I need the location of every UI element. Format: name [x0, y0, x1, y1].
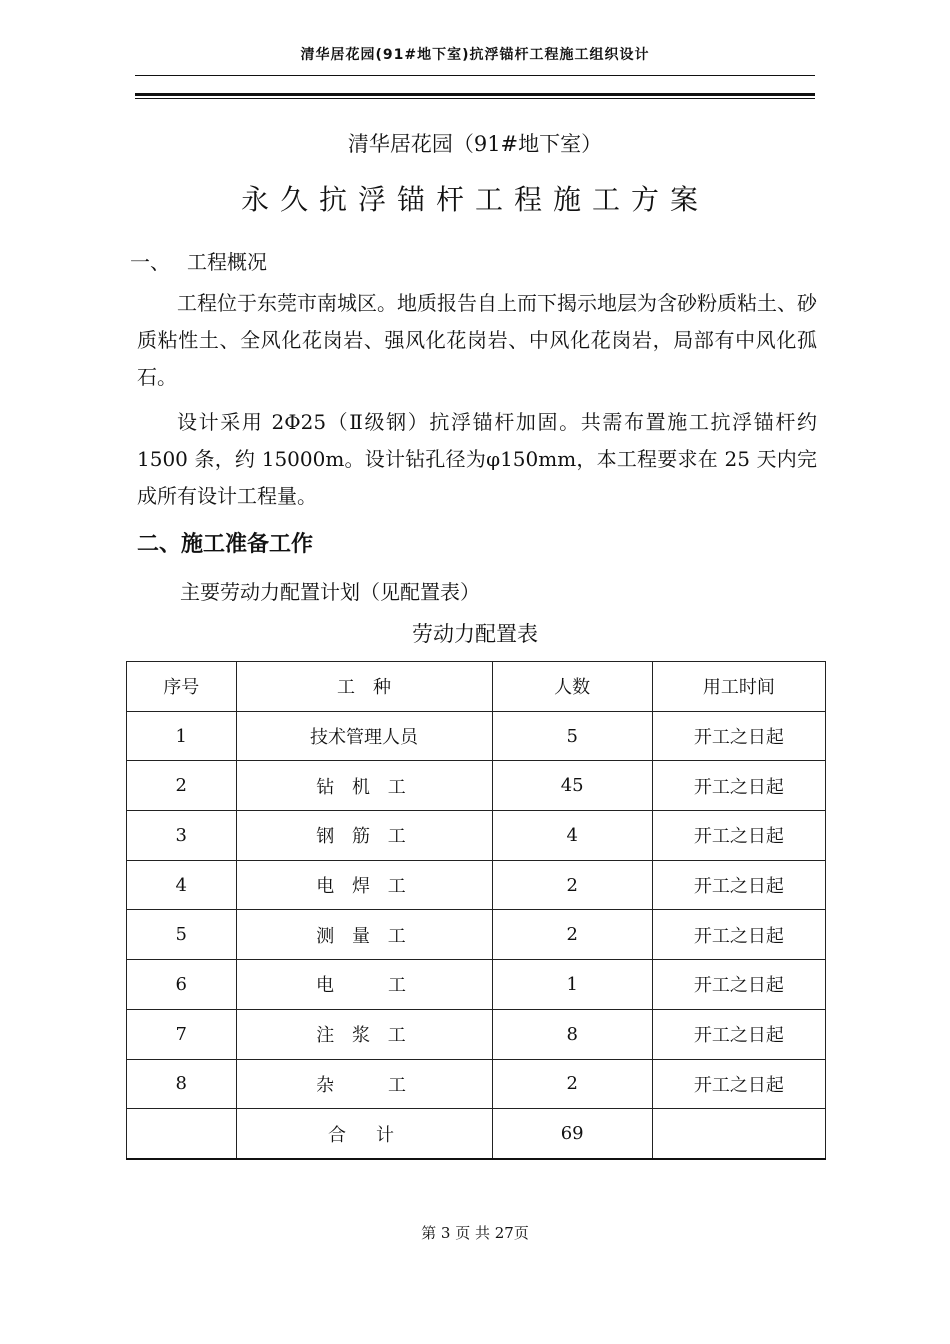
cell-headcount: 5: [492, 711, 652, 761]
cell-start-time: 开工之日起: [652, 910, 825, 960]
table-header-row: [127, 662, 826, 712]
cell-start-time: 开工之日起: [652, 960, 825, 1010]
cell-index: 4: [127, 860, 237, 910]
cell-index: 2: [127, 761, 237, 811]
total-cell-start-time: [652, 1109, 825, 1159]
table-row: [127, 860, 826, 910]
labor-table: [126, 661, 826, 1160]
cell-index: 7: [127, 1009, 237, 1059]
paragraph-project-location: 工程位于东莞市南城区。地质报告自上而下揭示地层为含砂粉质粘土、砂质粘性土、全风化花岗岩、强风化花岗岩、中风化花岗岩，局部有中风化孤石。: [137, 291, 817, 389]
cell-trade: 电 工: [236, 960, 492, 1010]
cell-headcount: 1: [492, 960, 652, 1010]
header-cell-index: 序号: [127, 662, 237, 712]
section1-heading: [130, 246, 267, 275]
header-cell-headcount: 人数: [492, 662, 652, 712]
document-subtitle: 清华居花园（91#地下室）: [347, 132, 603, 156]
cell-start-time: 开工之日起: [652, 811, 825, 861]
cell-start-time: 开工之日起: [652, 1059, 825, 1109]
table-row: [127, 960, 826, 1010]
cell-index: 8: [127, 1059, 237, 1109]
cell-headcount: 2: [492, 910, 652, 960]
page-number-footer: 第 3 页 共 27页: [421, 1224, 529, 1242]
cell-trade: 杂 工: [236, 1059, 492, 1109]
section1-number: 一、: [130, 250, 170, 274]
cell-headcount: 4: [492, 811, 652, 861]
total-cell-headcount: 69: [492, 1109, 652, 1159]
cell-headcount: 45: [492, 761, 652, 811]
header-cell-start-time: 用工时间: [652, 662, 825, 712]
header-rule-double: [135, 98, 815, 99]
cell-trade: 电 焊 工: [236, 860, 492, 910]
table-caption: 劳动力配置表: [412, 622, 538, 646]
table-row: [127, 910, 826, 960]
running-header-title: 清华居花园(91#地下室)抗浮锚杆工程施工组织设计: [300, 47, 650, 63]
cell-headcount: 8: [492, 1009, 652, 1059]
table-row: [127, 761, 826, 811]
cell-trade: 钢 筋 工: [236, 811, 492, 861]
section1-heading-text: 工程概况: [187, 250, 267, 274]
cell-start-time: 开工之日起: [652, 860, 825, 910]
table-row: [127, 1059, 826, 1109]
total-cell-index: [127, 1109, 237, 1159]
header-rule-thin: [135, 75, 815, 76]
cell-trade: 注 浆 工: [236, 1009, 492, 1059]
cell-index: 3: [127, 811, 237, 861]
cell-trade: 钻 机 工: [236, 761, 492, 811]
cell-index: 6: [127, 960, 237, 1010]
table-row: [127, 711, 826, 761]
cell-start-time: 开工之日起: [652, 1009, 825, 1059]
cell-index: 5: [127, 910, 237, 960]
section2-heading: 二、施工准备工作: [137, 532, 314, 557]
labor-plan-intro: 主要劳动力配置计划（见配置表）: [180, 580, 480, 604]
document-title: 永久抗浮锚杆工程施工方案: [240, 183, 709, 216]
cell-start-time: 开工之日起: [652, 761, 825, 811]
table-row: [127, 811, 826, 861]
header-cell-trade: 工 种: [236, 662, 492, 712]
cell-trade: 技术管理人员: [236, 711, 492, 761]
cell-headcount: 2: [492, 1059, 652, 1109]
table-row: [127, 1009, 826, 1059]
total-cell-label: 合 计: [236, 1109, 492, 1159]
paragraph-design-spec: 设计采用 2Φ25（Ⅱ级钢）抗浮锚杆加固。共需布置施工抗浮锚杆约 1500 条，约 15000m。设计钻孔径为φ150mm，本工程要求在 25 天内完成所有设计工程量。: [137, 410, 817, 508]
cell-headcount: 2: [492, 860, 652, 910]
table-total-row: [127, 1109, 826, 1159]
cell-start-time: 开工之日起: [652, 711, 825, 761]
cell-index: 1: [127, 711, 237, 761]
cell-trade: 测 量 工: [236, 910, 492, 960]
header-rule-thick: [135, 93, 815, 96]
